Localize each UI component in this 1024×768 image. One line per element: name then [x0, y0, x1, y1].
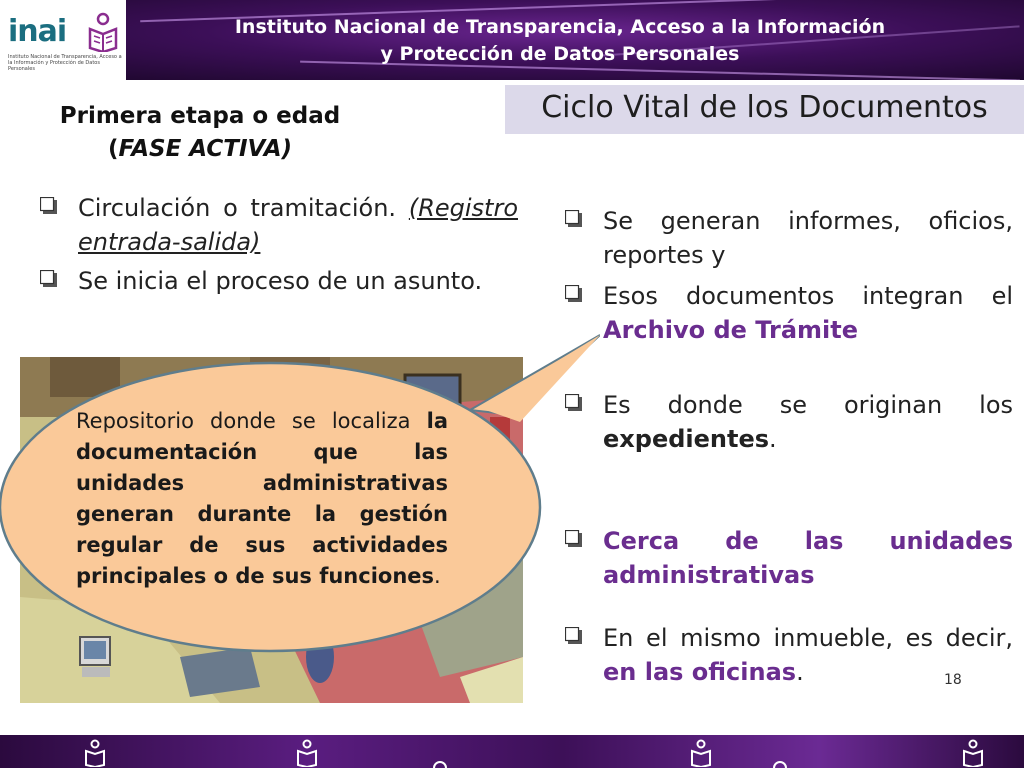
institution-title-line2: y Protección de Datos Personales — [380, 43, 740, 65]
reader-icon — [84, 739, 106, 767]
institution-title-line1: Instituto Nacional de Transparencia, Acceso a la Información — [234, 16, 886, 38]
right-bullet-2-text — [603, 279, 1013, 347]
left-bullet-1-text — [78, 191, 518, 259]
footer-dot — [433, 761, 447, 768]
checkbox-bullet-icon — [40, 197, 58, 215]
archivo-tramite-label: Archivo de Trámite — [603, 316, 858, 344]
expedientes-label: expedientes — [603, 425, 770, 453]
logo-subtitle: Instituto Nacional de Transparencia, Acceso a la Información y Protección de Datos Personales — [8, 54, 122, 72]
section-title-line1: Primera etapa o edad — [59, 103, 341, 129]
reader-icon — [690, 739, 712, 767]
bullet-tail: . — [769, 425, 777, 453]
oficinas-label: en las oficinas — [603, 658, 797, 686]
phase-label: FASE ACTIVA) — [118, 136, 293, 162]
checkbox-bullet-icon — [565, 285, 583, 303]
right-bullet-3-text — [603, 388, 1013, 456]
bullet-tail: . — [796, 658, 804, 686]
section-title-line2 — [20, 133, 380, 166]
bullet-text: Es donde se originan los — [603, 391, 1013, 419]
checkbox-bullet-icon — [40, 270, 58, 288]
bubble-tail: . — [434, 564, 441, 588]
main-title: Ciclo Vital de los Documentos — [541, 90, 988, 125]
section-title — [20, 100, 380, 166]
checkbox-bullet-icon — [565, 394, 583, 412]
header-band — [0, 0, 1024, 80]
checkbox-bullet-icon — [565, 530, 583, 548]
bubble-bold: la documentación que las unidades administrativas generan durante la gestión regular de sus actividades principales o de sus funciones — [76, 409, 448, 588]
bubble-plain: Repositorio donde se localiza — [76, 409, 411, 433]
left-bullet-2-text: Se inicia el proceso de un asunto. — [78, 267, 483, 295]
reader-icon — [962, 739, 984, 767]
reader-icon — [296, 739, 318, 767]
bullet-text: Esos documentos integran el — [603, 282, 1013, 310]
institution-title — [180, 14, 940, 68]
logo-word: inai — [8, 14, 67, 49]
bullet-text: Circulación o tramitación. — [78, 194, 397, 222]
reader-icon — [86, 12, 120, 52]
right-bullet-4-text: Cerca de las unidades administrativas — [603, 527, 1013, 589]
logo — [0, 0, 126, 80]
bullet-text: En el mismo inmueble, es decir, — [603, 624, 1013, 652]
right-bullet-1-text: Se generan informes, oficios, reportes y — [603, 207, 1013, 269]
checkbox-bullet-icon — [565, 210, 583, 228]
open-paren: ( — [107, 136, 119, 162]
checkbox-bullet-icon — [565, 627, 583, 645]
footer-dot — [773, 761, 787, 768]
page-number: 18 — [944, 672, 962, 688]
footer-band — [0, 735, 1024, 768]
bullet-emphasis: (Registro entrada-salida) — [78, 194, 518, 256]
bubble-text — [76, 406, 448, 592]
